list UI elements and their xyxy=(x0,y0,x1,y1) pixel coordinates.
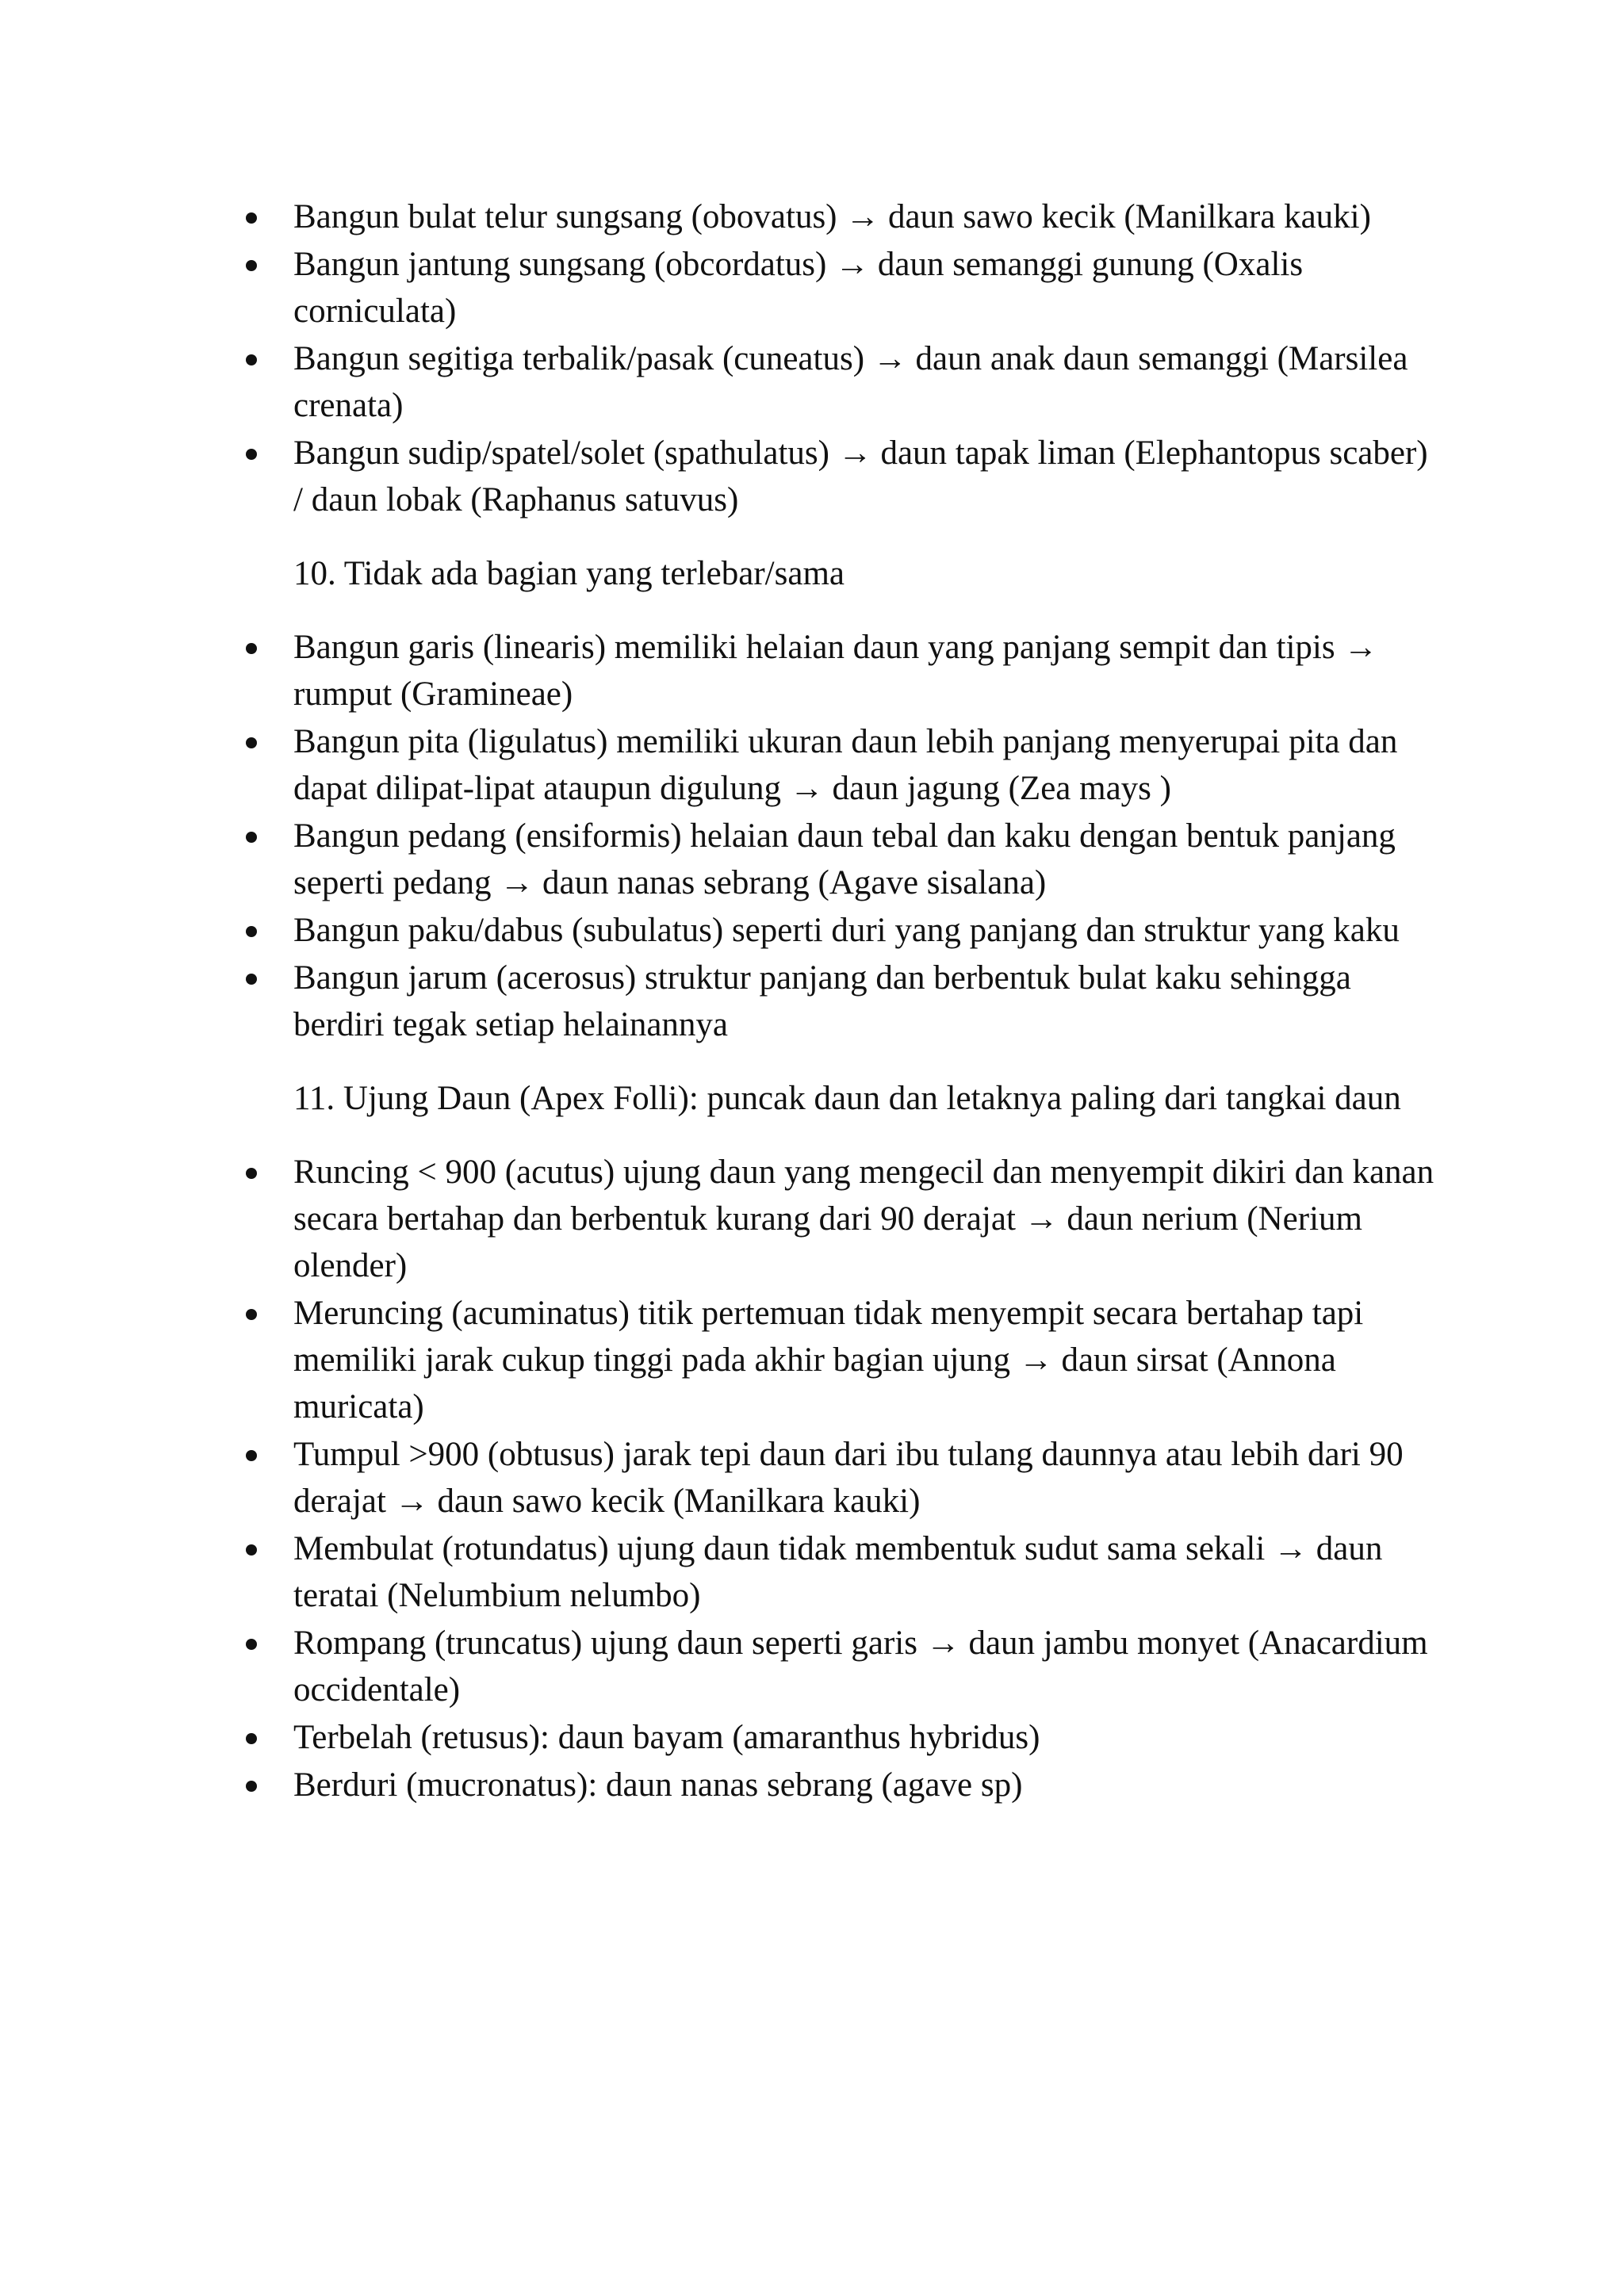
bullet-icon xyxy=(246,1544,257,1556)
list-item-text: Bangun jarum (acerosus) struktur panjang dan berbentuk bulat kaku sehingga berdiri tegak setiap helainannya xyxy=(293,959,1351,1043)
list-item xyxy=(238,1620,1443,1713)
document-content xyxy=(238,193,1443,1809)
list-item xyxy=(238,1431,1443,1525)
list-item xyxy=(238,624,1443,718)
list-item xyxy=(238,955,1443,1048)
list-item xyxy=(238,718,1443,812)
section-heading-11: 11. Ujung Daun (Apex Folli): puncak daun dan letaknya paling dari tangkai daun xyxy=(293,1080,1401,1117)
list-item xyxy=(238,1714,1443,1761)
list-item-text: Bangun segitiga terbalik/pasak (cuneatus) → daun anak daun semanggi (Marsilea crenata) xyxy=(293,340,1408,424)
list-item-text: Bangun garis (linearis) memiliki helaian daun yang panjang sempit dan tipis → rumput (Gramineae) xyxy=(293,629,1378,713)
bullet-icon xyxy=(246,1168,257,1179)
list-item xyxy=(238,813,1443,906)
bullet-icon xyxy=(246,449,257,460)
bullet-icon xyxy=(246,1733,257,1744)
bullet-icon xyxy=(246,926,257,937)
list-item-text: Bangun pedang (ensiformis) helaian daun tebal dan kaku dengan bentuk panjang seperti pedang → daun nanas sebrang (Agave sisalana) xyxy=(293,817,1396,901)
list-item-text: Bangun sudip/spatel/solet (spathulatus) → daun tapak liman (Elephantopus scaber) / daun lobak (Raphanus satuvus) xyxy=(293,434,1428,519)
list-item-text: Meruncing (acuminatus) titik pertemuan tidak menyempit secara bertahap tapi memiliki jarak cukup tinggi pada akhir bagian ujung → daun sirsat (Annona muricata) xyxy=(293,1295,1364,1425)
bullet-icon xyxy=(246,1639,257,1650)
list-item-text: Rompang (truncatus) ujung daun seperti garis → daun jambu monyet (Anacardium occidentale) xyxy=(293,1624,1428,1709)
bullet-icon xyxy=(246,212,257,224)
bullet-icon xyxy=(246,832,257,843)
list-item-text: Runcing < 900 (acutus) ujung daun yang mengecil dan menyempit dikiri dan kanan secara bertahap dan berbentuk kurang dari 90 derajat → daun nerium (Nerium olender) xyxy=(293,1154,1434,1284)
list-item xyxy=(238,335,1443,429)
list-item-text: Bangun bulat telur sungsang (obovatus) → daun sawo kecik (Manilkara kauki) xyxy=(293,198,1371,235)
list-item-text: Bangun pita (ligulatus) memiliki ukuran daun lebih panjang menyerupai pita dan dapat dilipat-lipat ataupun digulung → daun jagung (Zea mays ) xyxy=(293,723,1398,807)
list-item-text: Bangun jantung sungsang (obcordatus) → daun semanggi gunung (Oxalis corniculata) xyxy=(293,246,1304,330)
list-item xyxy=(238,241,1443,335)
section-heading-10: 10. Tidak ada bagian yang terlebar/sama xyxy=(293,555,845,592)
bullet-icon xyxy=(246,974,257,985)
bullet-icon xyxy=(246,354,257,365)
bullet-list-leaf-tips xyxy=(238,1149,1443,1808)
list-item xyxy=(238,1290,1443,1430)
list-item xyxy=(238,1149,1443,1289)
list-item-text: Membulat (rotundatus) ujung daun tidak membentuk sudut sama sekali → daun teratai (Nelumbium nelumbo) xyxy=(293,1530,1383,1614)
list-item-text: Terbelah (retusus): daun bayam (amaranthus hybridus) xyxy=(293,1719,1040,1756)
bullet-list-equal-width xyxy=(238,624,1443,1048)
list-item xyxy=(238,193,1443,240)
list-item xyxy=(238,907,1443,954)
bullet-icon xyxy=(246,643,257,654)
list-item xyxy=(238,1762,1443,1808)
bullet-list-leaf-shapes-widest-top xyxy=(238,193,1443,523)
bullet-icon xyxy=(246,260,257,271)
bullet-icon xyxy=(246,1450,257,1461)
list-item-text: Tumpul >900 (obtusus) jarak tepi daun dari ibu tulang daunnya atau lebih dari 90 derajat → daun sawo kecik (Manilkara kauki) xyxy=(293,1436,1404,1520)
bullet-icon xyxy=(246,1781,257,1792)
list-item xyxy=(238,1525,1443,1619)
bullet-icon xyxy=(246,737,257,748)
bullet-icon xyxy=(246,1309,257,1320)
list-item-text: Berduri (mucronatus): daun nanas sebrang (agave sp) xyxy=(293,1766,1023,1804)
list-item-text: Bangun paku/dabus (subulatus) seperti duri yang panjang dan struktur yang kaku xyxy=(293,912,1400,949)
list-item xyxy=(238,430,1443,523)
